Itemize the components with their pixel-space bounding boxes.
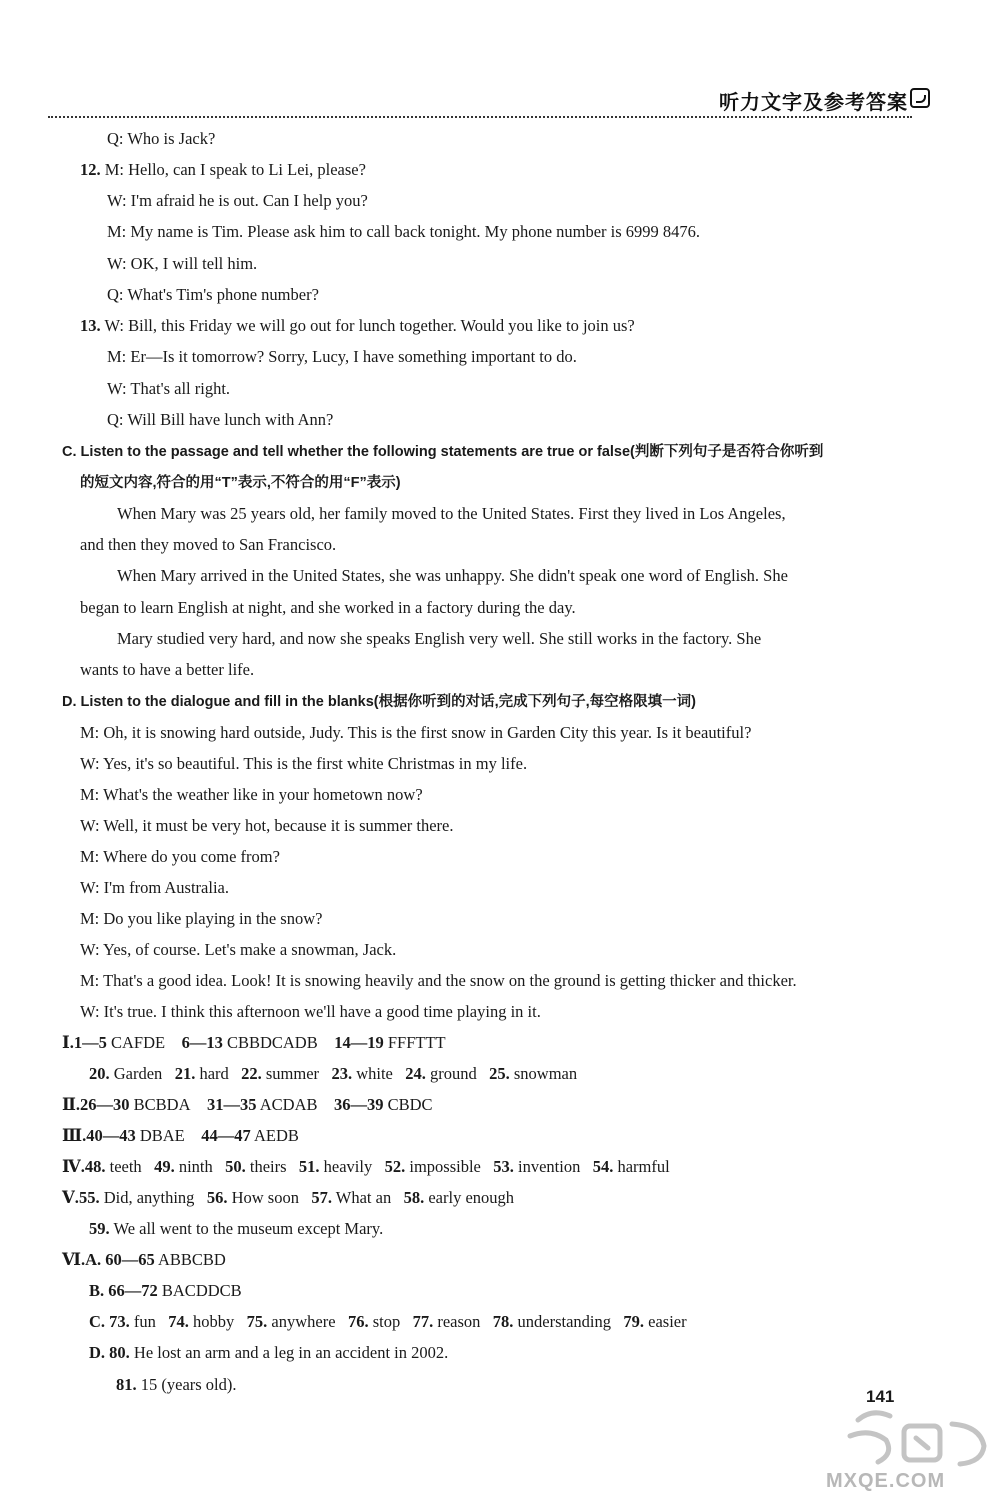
passage-p1-b: and then they moved to San Francisco. [80, 535, 337, 554]
q12-line-2: W: I'm afraid he is out. Can I help you? [107, 191, 368, 210]
answer-row-III: Ⅲ.40—43 DBAE 44—47 AEDB [62, 1126, 299, 1145]
section-c-title: C. Listen to the passage and tell whether the following statements are true or false(判断下列句子是否符合你听到 [62, 444, 824, 460]
dialogue-line: W: I'm from Australia. [80, 878, 229, 897]
dialogue-line: M: Oh, it is snowing hard outside, Judy. This is the first snow in Garden City this year. Is it beautiful? [80, 723, 752, 742]
q12-line-3: M: My name is Tim. Please ask him to call back tonight. My phone number is 6999 8476. [107, 222, 701, 241]
section-d-title: D. Listen to the dialogue and fill in the blanks(根据你听到的对话,完成下列句子,每空格限填一词) [62, 694, 696, 710]
answer-row-V-2: 59. We all went to the museum except Mary. [89, 1219, 384, 1238]
answer-row-VI-D: D. 80. He lost an arm and a leg in an accident in 2002. [89, 1343, 449, 1362]
page-header [0, 0, 1000, 125]
passage-p2-a: When Mary arrived in the United States, she was unhappy. She didn't speak one word of English. She [117, 566, 788, 585]
answer-row-V-1: Ⅴ.55. Did, anything 56. How soon 57. What an 58. early enough [62, 1188, 515, 1207]
answer-row-I-1: Ⅰ.1—5 CAFDE 6—13 CBBDCADB 14—19 FFFTTT [62, 1033, 446, 1052]
dialogue-line: W: Well, it must be very hot, because it is summer there. [80, 816, 454, 835]
dialogue-line: W: It's true. I think this afternoon we'll have a good time playing in it. [80, 1002, 541, 1021]
answer-row-VI-E: 81. 15 (years old). [116, 1375, 237, 1394]
passage-p2-b: began to learn English at night, and she worked in a factory during the day. [80, 598, 576, 617]
q12-line-1: 12. M: Hello, can I speak to Li Lei, please? [80, 160, 366, 179]
passage-p1-a: When Mary was 25 years old, her family moved to the United States. First they lived in Los Angeles, [117, 504, 786, 523]
dialogue-line: M: That's a good idea. Look! It is snowing heavily and the snow on the ground is getting thicker and thicker. [80, 971, 797, 990]
q13-line-1: 13. W: Bill, this Friday we will go out for lunch together. Would you like to join us? [80, 316, 635, 335]
answer-row-IV: Ⅳ.48. teeth 49. ninth 50. theirs 51. heavily 52. impossible 53. invention 54. harmful [62, 1157, 670, 1176]
watermark-text: MXQE.COM [826, 1470, 946, 1492]
answer-row-VI-B: B. 66—72 BACDDCB [89, 1281, 242, 1300]
dialogue-line: M: What's the weather like in your hometown now? [80, 785, 423, 804]
dialogue-line: W: Yes, it's so beautiful. This is the first white Christmas in my life. [80, 754, 528, 773]
q12-question: Q: What's Tim's phone number? [107, 285, 319, 304]
passage-p3-a: Mary studied very hard, and now she speaks English very well. She still works in the factory. She [117, 629, 762, 648]
answer-row-VI-A: Ⅵ.A. 60—65 ABBCBD [62, 1250, 226, 1269]
answer-row-I-2: 20. Garden 21. hard 22. summer 23. white 24. ground 25. snowman [89, 1064, 578, 1083]
q13-line-2: M: Er—Is it tomorrow? Sorry, Lucy, I have something important to do. [107, 347, 577, 366]
dialogue-line: M: Do you like playing in the snow? [80, 909, 323, 928]
dotted-divider [48, 116, 912, 118]
answer-row-VI-C: C. 73. fun 74. hobby 75. anywhere 76. stop 77. reason 78. understanding 79. easier [89, 1312, 687, 1331]
q12-line-4: W: OK, I will tell him. [107, 254, 258, 273]
q13-number: 13. [80, 316, 101, 335]
section-c-title-cont: 的短文内容,符合的用“T”表示,不符合的用“F”表示) [80, 475, 401, 491]
header-title: 听力文字及参考答案 [719, 90, 908, 114]
q13-line-3: W: That's all right. [107, 379, 231, 398]
passage-p3-b: wants to have a better life. [80, 660, 255, 679]
q13-question: Q: Will Bill have lunch with Ann? [107, 410, 334, 429]
dialogue-line: M: Where do you come from? [80, 847, 280, 866]
answer-row-II: Ⅱ.26—30 BCBDA 31—35 ACDAB 36—39 CBDC [62, 1095, 433, 1114]
q11-question: Q: Who is Jack? [107, 129, 216, 148]
dialogue-line: W: Yes, of course. Let's make a snowman, Jack. [80, 940, 397, 959]
page-number: 141 [866, 1387, 895, 1406]
ear-icon [910, 88, 930, 108]
q12-number: 12. [80, 160, 101, 179]
